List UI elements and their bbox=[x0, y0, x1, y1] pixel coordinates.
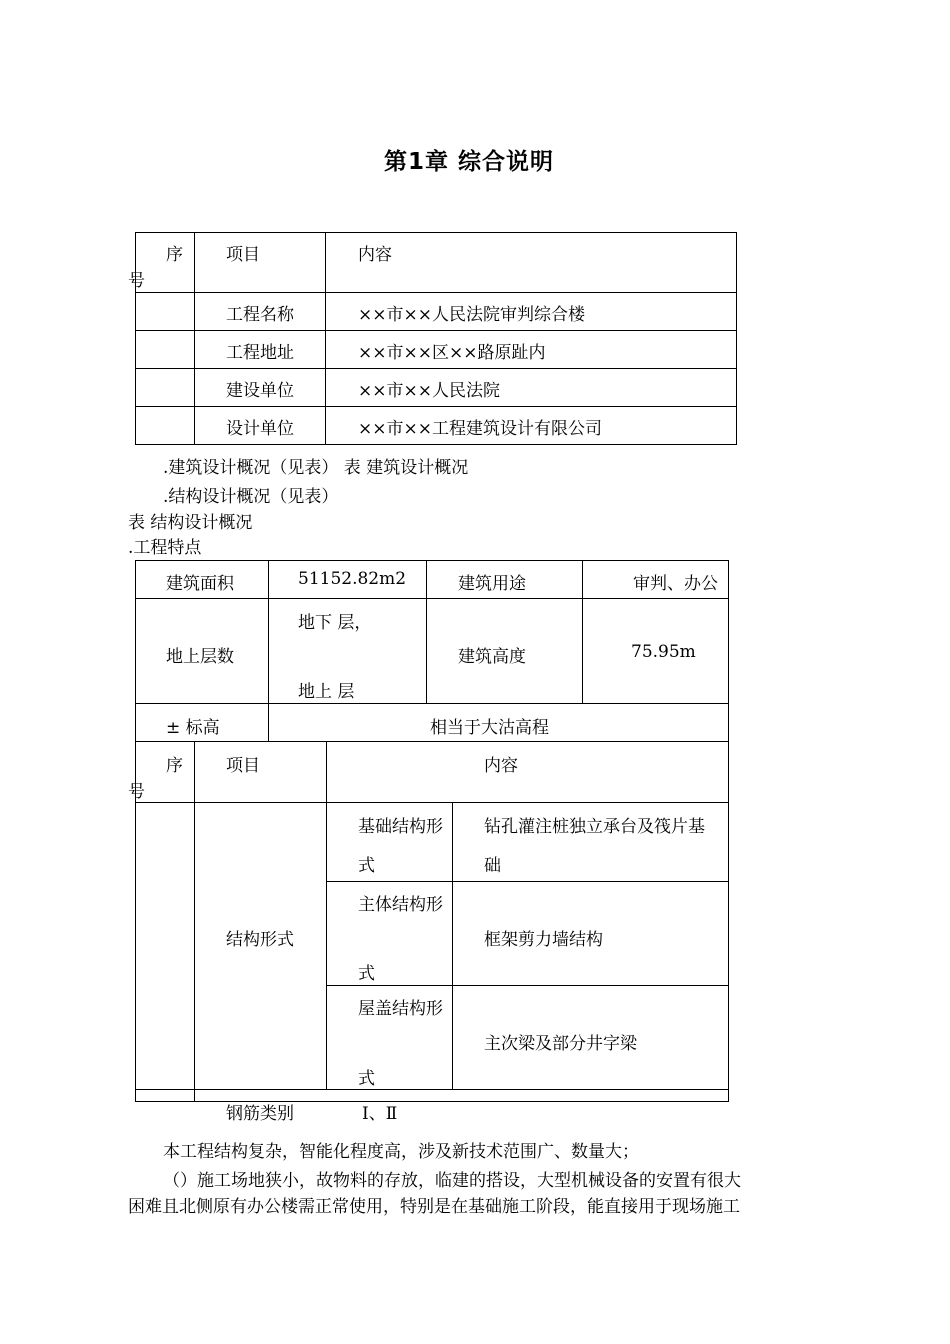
row-item-owner: 建设单位 bbox=[226, 381, 294, 401]
row-content-designer: ××市××工程建筑设计有限公司 bbox=[358, 419, 602, 439]
roof-struct-label-1: 屋盖结构形 bbox=[358, 999, 443, 1019]
foundation-value-1: 钻孔灌注桩独立承台及筏片基 bbox=[484, 817, 705, 837]
note-struct-caption: 表 结构设计概况 bbox=[128, 513, 253, 533]
struct-form-label: 结构形式 bbox=[226, 930, 294, 950]
paragraph-2-line-2: 困难且北侧原有办公楼需正常使用，特别是在基础施工阶段，能直接用于现场施工 bbox=[128, 1197, 740, 1217]
floors-label: 地上层数 bbox=[166, 647, 234, 667]
main-struct-label-1: 主体结构形 bbox=[358, 895, 443, 915]
seq-header-bottom: 号 bbox=[128, 271, 145, 291]
seq-header-top-2: 序 bbox=[166, 756, 183, 776]
use-value: 审判、办公 bbox=[633, 574, 718, 594]
roof-struct-label-2: 式 bbox=[358, 1069, 375, 1089]
item-header: 项目 bbox=[226, 245, 260, 265]
row-item-address: 工程地址 bbox=[226, 343, 294, 363]
note-features: .工程特点 bbox=[128, 538, 202, 558]
row-item-designer: 设计单位 bbox=[226, 419, 294, 439]
use-label: 建筑用途 bbox=[458, 574, 526, 594]
row-content-address: ××市××区××路原趾内 bbox=[358, 343, 546, 363]
main-struct-label-2: 式 bbox=[358, 964, 375, 984]
elevation-value: 相当于大沽高程 bbox=[430, 718, 549, 738]
foundation-label-1: 基础结构形 bbox=[358, 817, 443, 837]
height-value: 75.95m bbox=[631, 642, 696, 662]
foundation-value-2: 础 bbox=[484, 856, 501, 876]
roof-struct-value: 主次梁及部分井字梁 bbox=[484, 1034, 637, 1054]
rebar-label: 钢筋类别 bbox=[226, 1104, 294, 1124]
height-label: 建筑高度 bbox=[458, 647, 526, 667]
note-arch: .建筑设计概况（见表） 表 建筑设计概况 bbox=[163, 458, 469, 478]
area-label: 建筑面积 bbox=[166, 574, 234, 594]
row-content-owner: ××市××人民法院 bbox=[358, 381, 500, 401]
content-header-2: 内容 bbox=[484, 756, 518, 776]
content-header: 内容 bbox=[358, 245, 392, 265]
seq-header-top: 序 bbox=[166, 245, 183, 265]
page-title: 第1章 综合说明 bbox=[383, 149, 554, 175]
note-struct: .结构设计概况（见表） bbox=[163, 487, 339, 507]
floors-under: 地下 层， bbox=[298, 613, 372, 633]
rebar-value: Ⅰ、Ⅱ bbox=[362, 1104, 398, 1124]
paragraph-2-line-1: （）施工场地狭小，故物料的存放，临建的搭设，大型机械设备的安置有很大 bbox=[163, 1171, 741, 1191]
item-header-2: 项目 bbox=[226, 756, 260, 776]
paragraph-1: 本工程结构复杂，智能化程度高，涉及新技术范围广、数量大； bbox=[163, 1142, 639, 1162]
main-struct-value: 框架剪力墙结构 bbox=[484, 930, 603, 950]
row-content-name: ××市××人民法院审判综合楼 bbox=[358, 305, 585, 325]
item-header-cell bbox=[195, 233, 326, 293]
row-item-name: 工程名称 bbox=[226, 305, 294, 325]
seq-header-bottom-2: 号 bbox=[128, 782, 145, 802]
elevation-label: ± 标高 bbox=[166, 718, 220, 738]
floors-above: 地上 层 bbox=[298, 682, 355, 702]
area-value: 51152.82m2 bbox=[298, 569, 407, 589]
foundation-label-2: 式 bbox=[358, 856, 375, 876]
